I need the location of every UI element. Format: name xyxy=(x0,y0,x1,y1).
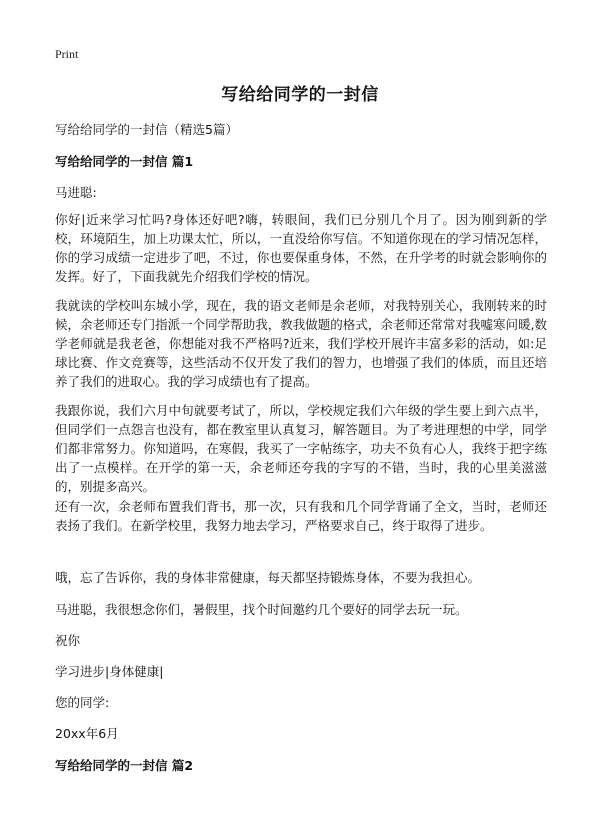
letter-signature: 您的同学: xyxy=(55,695,110,710)
letter-paragraph-2: 我就读的学校叫东城小学，现在，我的语文老师是余老师，对我特别关心，我刚转来的时候，余老师还专门指派一个同学帮助我，教我做题的格式，余老师还常常对我嘘寒问暖,数学老师就是我老爸，你想能对我不严格吗?近来，我们学校开展许丰富多彩的活动，如:足球比赛、作文竞赛等，这些活动不仅开发了我们的智力，也增强了我们的体质，而且还培养了我们的进取心。我的学习成绩也有了提高。 xyxy=(55,298,547,389)
print-link[interactable]: Print xyxy=(55,47,79,61)
section-heading-1: 写给给同学的一封信 篇1 xyxy=(55,154,194,169)
letter-paragraph-6: 马进聪，我很想念你们，暑假里，找个时间邀约几个要好的同学去玩一玩。 xyxy=(55,602,468,617)
document-subtitle: 写给给同学的一封信（精选5篇） xyxy=(55,122,238,137)
section-heading-2: 写给给同学的一封信 篇2 xyxy=(55,758,194,773)
letter-salutation: 马进聪: xyxy=(55,185,97,200)
letter-closing: 祝你 xyxy=(55,633,81,648)
letter-wish: 学习进步|身体健康| xyxy=(55,664,164,679)
letter-paragraph-1: 你好|近来学习忙吗?身体还好吧?嗨，转眼间，我们已分别几个月了。因为刚到新的学校，环境陌生，加上功课太忙，所以，一直没给你写信。不知道你现在的学习情况怎样，你的学习成绩一定进步了吧，不过，你也要保重身体，不然，在升学考的时就会影响你的发挥。好了，下面我就先介绍我们学校的情况。 xyxy=(55,212,547,284)
letter-date: 20xx年6月 xyxy=(55,726,119,741)
letter-paragraph-3: 我跟你说，我们六月中旬就要考试了，所以，学校规定我们六年级的学生要上到六点半，但同学们一点怨言也没有，都在教室里认真复习，解答题目。为了考进理想的中学，同学们都非常努力。你知道吗，在寒假，我买了一字帖练字，功夫不负有心人，我终于把字练出了一点模样。在开学的第一天，余老师还夸我的字写的不错，当时，我的心里美滋滋的，别提多高兴。 xyxy=(55,403,547,494)
page-title: 写给给同学的一封信 xyxy=(221,85,379,105)
letter-paragraph-4: 还有一次，余老师布置我们背书，那一次，只有我和几个同学背诵了全文，当时，老师还表扬了我们。在新学校里，我努力地去学习，严格要求自己，终于取得了进步。 xyxy=(55,499,547,533)
letter-paragraph-5: 哦，忘了告诉你，我的身体非常健康，每天都坚持锻炼身体，不要为我担心。 xyxy=(55,570,481,585)
